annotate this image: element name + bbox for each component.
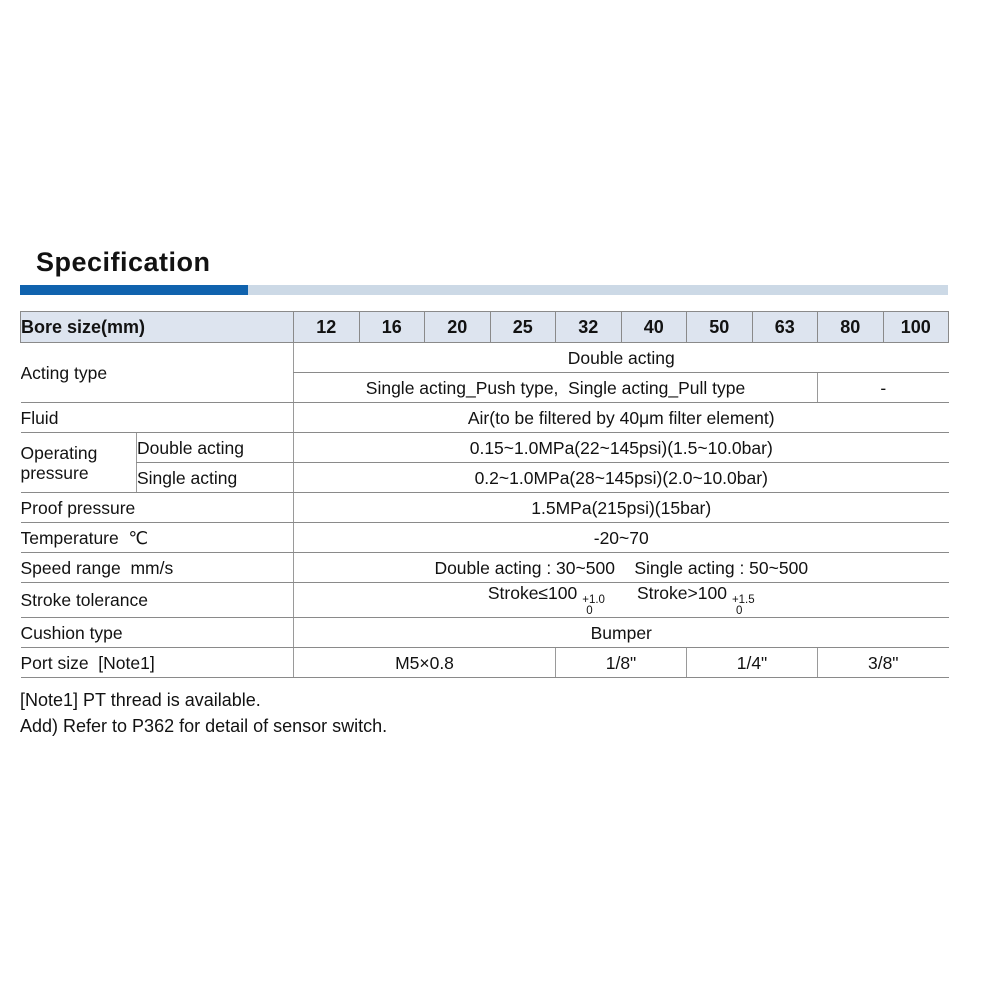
port-size-eighth: 1/8"	[556, 648, 687, 678]
proof-pressure-label: Proof pressure	[21, 493, 294, 523]
header-bore-100: 100	[883, 312, 949, 343]
header-bore-63: 63	[752, 312, 818, 343]
stroke-gt-100-tolerance	[732, 595, 755, 617]
row-proof-pressure	[21, 493, 949, 523]
header-bore-25: 25	[490, 312, 556, 343]
table-header-row	[21, 312, 949, 343]
acting-type-label: Acting type	[21, 343, 294, 403]
operating-pressure-sub-single: Single acting	[137, 463, 294, 493]
port-size-label: Port size [Note1]	[21, 648, 294, 678]
stroke-le-100-text: Stroke≤100	[487, 583, 578, 604]
title-underline-bar-dark	[20, 285, 248, 295]
content-block	[20, 246, 948, 739]
header-bore-40: 40	[621, 312, 687, 343]
temperature-label: Temperature ℃	[21, 523, 294, 553]
header-bore-20: 20	[425, 312, 491, 343]
header-bore-size-label: Bore size(mm)	[21, 312, 294, 343]
cushion-type-label: Cushion type	[21, 618, 294, 648]
speed-range-label: Speed range mm/s	[21, 553, 294, 583]
stroke-tolerance-value	[294, 583, 949, 618]
header-bore-12: 12	[294, 312, 360, 343]
row-port-size	[21, 648, 949, 678]
row-temperature	[21, 523, 949, 553]
stroke-tolerance-label: Stroke tolerance	[21, 583, 294, 618]
title-underline-bar	[20, 285, 948, 295]
row-operating-pressure-double	[21, 433, 949, 463]
port-size-m5: M5×0.8	[294, 648, 556, 678]
tolerance-lower: 0	[735, 605, 743, 618]
header-bore-32: 32	[556, 312, 622, 343]
port-size-quarter: 1/4"	[687, 648, 818, 678]
operating-pressure-label: Operating pressure	[21, 433, 137, 493]
header-bore-16: 16	[359, 312, 425, 343]
footnote-note1: [Note1] PT thread is available.	[20, 690, 261, 711]
proof-pressure-value: 1.5MPa(215psi)(15bar)	[294, 493, 949, 523]
operating-pressure-double-value: 0.15~1.0MPa(22~145psi)(1.5~10.0bar)	[294, 433, 949, 463]
specification-table	[20, 311, 949, 678]
footnotes	[20, 687, 948, 739]
temperature-value: -20~70	[294, 523, 949, 553]
tolerance-upper: +1.0	[582, 594, 605, 607]
row-fluid	[21, 403, 949, 433]
header-bore-80: 80	[818, 312, 884, 343]
stroke-gt-100-text: Stroke>100	[636, 583, 727, 604]
row-speed-range	[21, 553, 949, 583]
footnote-add: Add) Refer to P362 for detail of sensor switch.	[20, 716, 388, 737]
row-stroke-tolerance	[21, 583, 949, 618]
cushion-type-value: Bumper	[294, 618, 949, 648]
row-acting-type-double	[21, 343, 949, 373]
port-size-three-eighth: 3/8"	[818, 648, 949, 678]
row-operating-pressure-single	[21, 463, 949, 493]
row-cushion-type	[21, 618, 949, 648]
page-title: Specification	[36, 247, 211, 277]
acting-type-double-value: Double acting	[294, 343, 949, 373]
header-bore-50: 50	[687, 312, 753, 343]
operating-pressure-single-value: 0.2~1.0MPa(28~145psi)(2.0~10.0bar)	[294, 463, 949, 493]
acting-type-single-value: Single acting_Push type, Single acting_Pull type	[294, 373, 818, 403]
fluid-value: Air(to be filtered by 40μm filter element)	[294, 403, 949, 433]
stroke-le-100-tolerance	[582, 595, 605, 617]
tolerance-upper: +1.5	[731, 594, 755, 607]
acting-type-single-na: -	[818, 373, 949, 403]
operating-pressure-sub-double: Double acting	[137, 433, 294, 463]
speed-range-value: Double acting : 30~500 Single acting : 50~500	[294, 553, 949, 583]
tolerance-lower: 0	[586, 605, 593, 618]
fluid-label: Fluid	[21, 403, 294, 433]
